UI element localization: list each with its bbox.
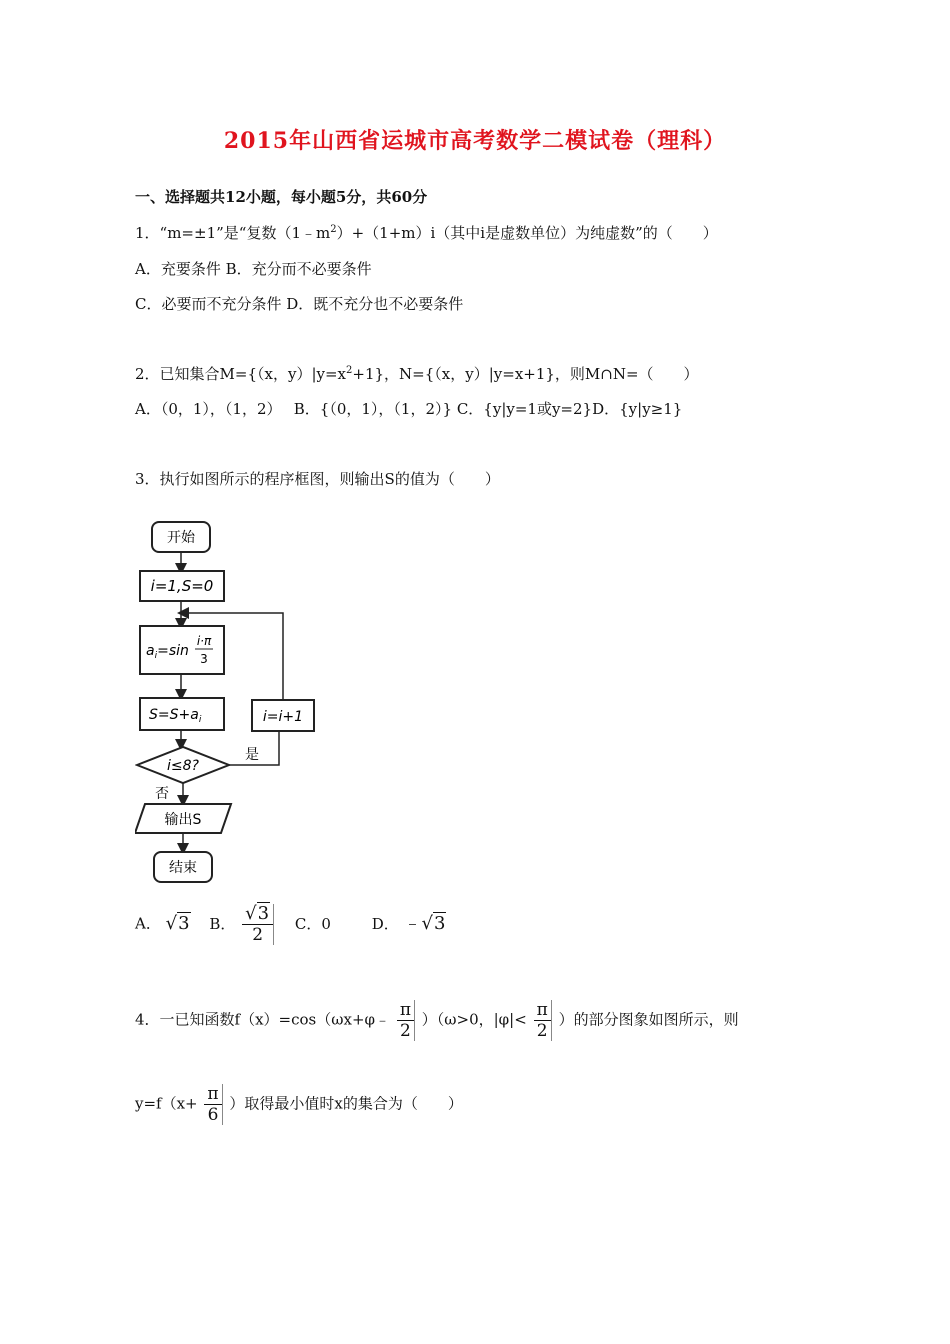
q1-stem-part1: 1．“m=±1”是“复数（1﹣m	[135, 224, 331, 242]
flow-end-text: 结束	[169, 860, 197, 876]
q4-line2-part1: y=f（x+	[135, 1094, 198, 1113]
q3-option-b-value: $\frac{√3}{2}$	[242, 904, 274, 945]
q4-stem-line2	[135, 1084, 463, 1125]
q3-option-d-label: D．	[371, 914, 399, 933]
q1-stem-exponent: 2	[330, 224, 337, 235]
section-heading: 一、选择题共12小题，每小题5分，共60分	[135, 188, 428, 206]
flow-yes-label: 是	[245, 747, 259, 763]
q2-stem	[135, 363, 699, 384]
q4-line2-part2: ）取得最小值时x的集合为（ ）	[229, 1094, 463, 1113]
q2-stem-exponent: 2	[346, 365, 353, 376]
page-title: 2015年山西省运城市高考数学二模试卷（理科）	[223, 128, 727, 154]
q1-options-ab: A．充要条件 B．充分而不必要条件	[135, 260, 372, 278]
flow-accumulate-text: $S=S+a_i$	[149, 707, 202, 725]
flow-assign-num: i·π	[196, 634, 212, 648]
q4-fraction-2: $\frac{\pi}{2}$	[534, 1000, 552, 1041]
q1-stem-part2: ）+（1+m）i（其中i是虚数单位）为纯虚数”的（ ）	[336, 224, 718, 242]
q3-option-a-label: A．	[135, 914, 161, 933]
q2-options: A．（0，1），（1，2） B．{（0，1），（1，2）} C．{y|y=1或y=2}D．{y|y≥1}	[135, 400, 683, 418]
q1-stem	[135, 222, 718, 243]
flow-start-text: 开始	[167, 530, 195, 546]
flow-output-text: 输出S	[164, 812, 202, 828]
q4-stem-line1	[135, 1000, 739, 1041]
q3-option-c: C．0	[294, 914, 331, 933]
q2-stem-part2: +1}，N={（x，y）|y=x+1}，则M∩N=（ ）	[352, 365, 699, 383]
q4-stem-part2: ）（ω>0，|φ|<	[421, 1010, 527, 1029]
q3-option-b-label: B．	[209, 914, 236, 933]
flow-condition-text: i≤8?	[167, 758, 199, 774]
q4-stem-part3: ）的部分图象如图所示，则	[558, 1010, 739, 1029]
flow-assign-lhs: $a_i=\sin$	[146, 643, 189, 661]
flow-init-text: i=1,S=0	[150, 577, 214, 595]
q4-fraction-1: $\frac{\pi}{2}$	[397, 1000, 415, 1041]
q3-stem: 3．执行如图所示的程序框图，则输出S的值为（ ）	[135, 470, 500, 488]
flow-increment-text: i=i+1	[262, 709, 304, 725]
flow-no-label: 否	[155, 786, 169, 802]
flowchart	[135, 517, 317, 887]
q3-options	[135, 904, 446, 945]
q4-stem-part1: 4．一已知函数f（x）=cos（ωx+φ﹣	[135, 1010, 391, 1029]
flow-assign-den: 3	[200, 652, 208, 666]
q3-option-a-value: √3	[165, 912, 190, 934]
q2-stem-part1: 2．已知集合M={（x，y）|y=x	[135, 365, 347, 383]
q3-option-d-value: ﹣√3	[403, 912, 446, 934]
flowchart-svg	[135, 517, 317, 887]
q1-options-cd: C．必要而不充分条件 D．既不充分也不必要条件	[135, 295, 464, 313]
q4-fraction-3: $\frac{\pi}{6}$	[204, 1084, 222, 1125]
